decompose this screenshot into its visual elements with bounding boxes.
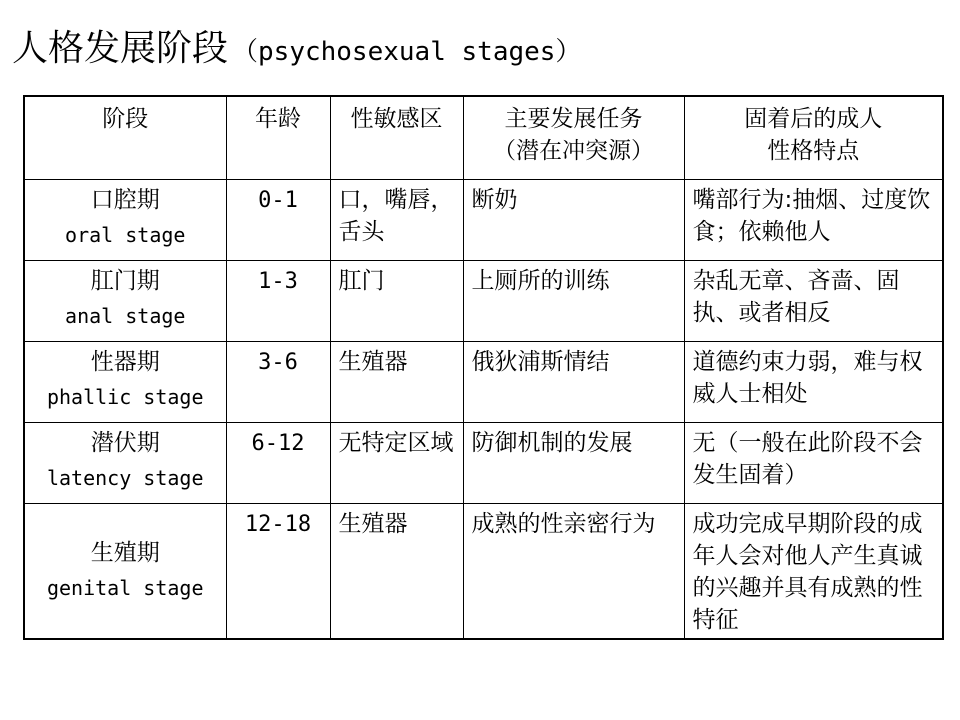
header-erogenous-zone: 性敏感区 (330, 96, 463, 180)
stage-name-cn: 性器期 (90, 349, 160, 375)
stage-name-cn: 潜伏期 (90, 430, 160, 456)
stage-name-cn: 肛门期 (90, 268, 160, 294)
table-row (24, 423, 943, 504)
zone-cell: 口，嘴唇，舌头 (330, 180, 463, 261)
trait-cell: 成功完成早期阶段的成年人会对他人产生真诚的兴趣并具有成熟的性特征 (684, 504, 943, 640)
stage-cell (24, 342, 226, 423)
table-header-row (24, 96, 943, 180)
age-cell: 0-1 (226, 180, 330, 261)
stage-name-en: anal stage (65, 304, 186, 328)
task-cell: 防御机制的发展 (463, 423, 684, 504)
trait-cell: 道德约束力弱，难与权威人士相处 (684, 342, 943, 423)
header-age: 年龄 (226, 96, 330, 180)
header-adult-traits-line1: 固着后的成人 (744, 106, 883, 132)
trait-cell: 无（一般在此阶段不会发生固着） (684, 423, 943, 504)
age-cell: 6-12 (226, 423, 330, 504)
page-title (12, 24, 581, 74)
stage-name-en: oral stage (65, 223, 186, 247)
stage-cell (24, 423, 226, 504)
zone-cell: 肛门 (330, 261, 463, 342)
age-cell: 3-6 (226, 342, 330, 423)
stage-name-en: phallic stage (46, 385, 204, 409)
stage-name-en: latency stage (46, 466, 204, 490)
psychosexual-stages-table (23, 95, 944, 640)
header-adult-traits (684, 96, 943, 180)
header-main-task-line1: 主要发展任务 (504, 106, 643, 132)
table-row (24, 504, 943, 640)
age-cell: 1-3 (226, 261, 330, 342)
table-row (24, 180, 943, 261)
header-main-task (463, 96, 684, 180)
header-adult-traits-line2: 性格特点 (767, 138, 860, 164)
task-cell: 成熟的性亲密行为 (463, 504, 684, 640)
header-main-task-line2: （潜在冲突源） (493, 138, 654, 164)
stage-name-cn: 口腔期 (90, 187, 160, 213)
age-cell: 12-18 (226, 504, 330, 640)
table-row (24, 261, 943, 342)
title-chinese: 人格发展阶段 (12, 28, 229, 69)
stage-cell (24, 504, 226, 640)
task-cell: 断奶 (463, 180, 684, 261)
task-cell: 俄狄浦斯情结 (463, 342, 684, 423)
trait-cell: 嘴部行为:抽烟、过度饮食；依赖他人 (684, 180, 943, 261)
stage-cell (24, 261, 226, 342)
title-english: （psychosexual stages） (232, 37, 582, 67)
zone-cell: 无特定区域 (330, 423, 463, 504)
table-row (24, 342, 943, 423)
header-stage: 阶段 (24, 96, 226, 180)
zone-cell: 生殖器 (330, 342, 463, 423)
stage-cell (24, 180, 226, 261)
zone-cell: 生殖器 (330, 504, 463, 640)
trait-cell: 杂乱无章、吝啬、固执、或者相反 (684, 261, 943, 342)
stage-name-cn: 生殖期 (90, 540, 160, 566)
stage-name-en: genital stage (46, 576, 204, 600)
task-cell: 上厕所的训练 (463, 261, 684, 342)
